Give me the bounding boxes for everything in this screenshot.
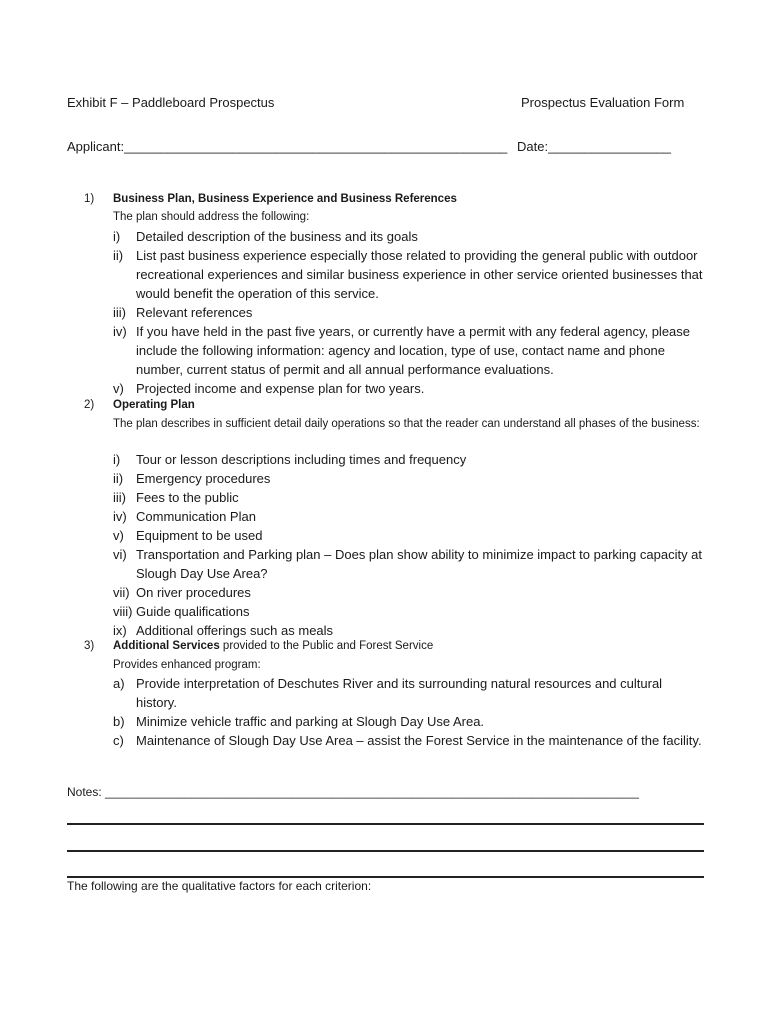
section-title: Additional Services provided to the Public and Forest Service (113, 640, 434, 652)
section-2-intro: The plan describes in sufficient detail daily operations so that the reader can understand all phases of the business: (113, 418, 700, 430)
notes-rule (67, 876, 704, 878)
section-1-intro: The plan should address the following: (113, 211, 310, 223)
notes-rule (67, 850, 704, 852)
section-number: 2) (84, 399, 95, 411)
section-number: 1) (84, 193, 95, 205)
notes-field: Notes: ________________________________________________________________________________ (67, 785, 639, 799)
notes-rule (67, 823, 704, 825)
date-field: Date:_________________ (517, 139, 671, 154)
section-number: 3) (84, 640, 95, 652)
form-title: Prospectus Evaluation Form (521, 95, 685, 110)
qualitative-factors-intro: The following are the qualitative factors for each criterion: (67, 879, 372, 893)
section-title: Operating Plan (113, 399, 195, 411)
section-3-intro: Provides enhanced program: (113, 659, 261, 671)
section-title: Business Plan, Business Experience and Business References (113, 193, 457, 205)
document-header-title: Exhibit F – Paddleboard Prospectus (67, 95, 275, 110)
applicant-field: Applicant:_____________________________________________________ (67, 139, 508, 154)
